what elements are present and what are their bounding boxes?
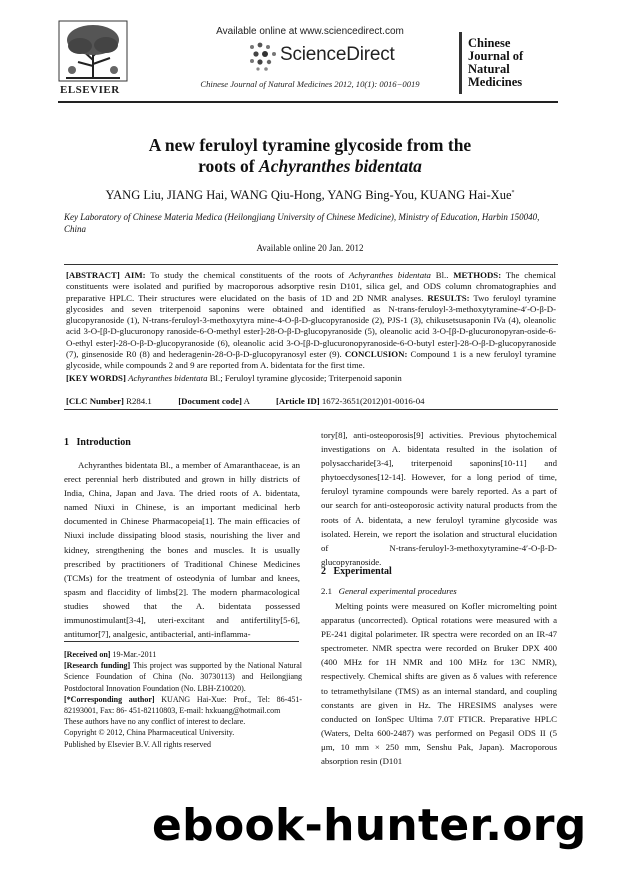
- article-title-line-2: roots of Achyranthes bidentata: [198, 156, 422, 176]
- header-divider: [58, 101, 558, 103]
- introduction-paragraph: Achyranthes bidentata Bl., a member of Amaranthaceae, is an erect perennial herb distributed and grown in hilly districts of India, China, Japan and Java. The dried roots of A. bidentata, named Niuxi in Chinese, is an important medicinal herb documented in Chinese Pharmacopeia[1]. The main efficacies of Niuxi include dissipating blood stasis, nourishing the liver and kidney, strengthening the bones and muscles. It is usually prescribed by practitioners of Traditional Chinese Medicines (TCMs) for the treatment of osteodynia of lumbar and knees, spasm and flaccidity of limbs[2]. The modern pharmacological studies showed that the A. bidentata possessed immunostimulant[3-4], uteri-excitant and antifertility[5-6], antitumor[7], analgesic, antibacterial, anti-inflamma-: [64, 460, 300, 640]
- abstract-bottom-rule: [64, 409, 558, 410]
- footnotes: [Received on] 19-Mar.-2011 [Research funding] This project was supported by the National Natural Science Foundation of China (No. 30730113) and Heilongjiang Postdoctoral Innovation Foundation (No. LBH-Z10020). [*Corresponding author] KUANG Hai-Xue: Prof., Tel: 86-451-82193001, Fax: 86- 451-82110803, E-mail: hxkuang@hotmail.com These authors have no any conflict of interest to declare. Copyright © 2012, China Pharmaceutical University. Published by Elsevier B.V. All rights reserved: [64, 650, 303, 749]
- article-title-line-1: A new feruloyl tyramine glycoside from the: [148, 135, 472, 155]
- journal-name-line-4: Medicines: [468, 75, 523, 89]
- journal-citation: Chinese Journal of Natural Medicines 2012, 10(1): 0016−0019: [200, 79, 420, 89]
- footnote-rule: [64, 641, 299, 642]
- classification-row: [CLC Number] R284.1 [Document code] A [Article ID] 1672-3651(2012)01-0016-04: [66, 396, 425, 406]
- abstract-top-rule: [64, 264, 558, 265]
- right-column-paragraph-1: tory[8], anti-osteoporosis[9] activities. Previous phytochemical investigations on A. bidentata resulted in the isolation of polysaccharide[3-4], triterpenoid saponins[10-11] and phytoecdysones[12-14]. However, for a long period of time, feruloyl tyramine compounds were barely reported. As a part of our search for anti-osteoporosic activity natural products from the roots of A. bidentata, a new feruloyl tyramine glycoside was isolated. Herein, we report the isolation and structural elucidation of N-trans-feruloyl-3-methoxytyramine-4′-O-β-D-glucopyranoside.: [321, 430, 557, 567]
- abstract: [ABSTRACT] AIM: To study the chemical constituents of the roots of Achyranthes bidentata Bl.. METHODS: The chemical constituents were isolated and purified by macroporous adsorptive resin D101, silica gel, and ODS column chromatographies and preparative HPLC. Their structures were elucidated on the basis of 1D and 2D NMR analyses. RESULTS: Two feruloyl tyramine glycosides and seven triterpenoid saponins were obtained and identified as N-trans-feruloyl-3-methoxytyramine-4′-O-β-D-glucopyranoside (1), N-trans-feruloyl-3-methoxytyra mine-4-O-β-D-glucopyranoside (2), PJS-1 (3), chikusetsusaponin IVa (4), oleanolic acid 3-O-[β-D-glucuronopy ranoside-6-O-methyl ester]-28-O-β-D-glucopyranoside (5), oleanolic acid 3-O-[β-D-glucuronopyran-oside-6-O-ethyl ester]-28-O-β-D-glucopyranoside (6), oleanolic acid 3-O-[β-D-glucuronopyranoside-6-O-butyl ester]-28-O-β-D-glucopyranoside (7), ginsenoside R0 (8) and hederagenin-28-O-β-D-glucopyranosyl ester (9). CONCLUSION: Compound 1 is a new feruloyl tyramine glycoside, while compounds 2 and 9 are reported from A. bidentata for the first time. [KEY WORDS] Achyranthes bidentata Bl.; Feruloyl tyramine glycoside; Triterpenoid saponin: [66, 270, 557, 383]
- author-list: YANG Liu, JIANG Hai, WANG Qiu-Hong, YANG Bing-You, KUANG Hai-Xue*: [105, 188, 515, 202]
- journal-name-line-3: Natural: [468, 62, 510, 76]
- elsevier-logo-text: ELSEVIER: [60, 84, 120, 96]
- available-online-date: Available online 20 Jan. 2012: [256, 243, 364, 253]
- section-heading-introduction: 1 Introduction: [64, 437, 131, 448]
- experimental-paragraph: Melting points were measured on Kofler micromelting point apparatus (uncorrected). Optical rotations were measured with a PE-241 digital polarimeter. IR spectra were recorded on an IR-47 spectrometer. NMR spectra were recorded on Bruker DPX 400 (400 MHz for 1H NMR and 100 MHz for 13C NMR), respectively. Chemical shifts are given as δ values with reference to tetramethylsilane (TMS) as an internal standard, and coupling constants are given in Hz. The HRESIMS analyses were conducted on IonSpec Ultima 7.0T FTICR. Preparative HPLC (Waters, Delta 600-2487) was performed on Pegasil ODS II (5 μm, 10 mm × 250 mm, Senshu Pak, Japan). Macroporous absorption resin (D101: [321, 601, 557, 767]
- affiliation: Key Laboratory of Chinese Materia Medica (Heilongjiang University of Chinese Medicine), Ministry of Education, Harbin 150040, China: [64, 212, 540, 234]
- section-heading-experimental: 2 Experimental: [321, 566, 392, 577]
- journal-name-line-1: Chinese: [468, 36, 511, 50]
- subsection-heading-procedures: 2.1 General experimental procedures: [321, 586, 457, 596]
- journal-name-line-2: Journal of: [468, 49, 524, 63]
- available-online-text: Available online at www.sciencedirect.com: [216, 26, 404, 37]
- watermark-text: ebook-hunter.org: [152, 800, 587, 851]
- sciencedirect-wordmark: ScienceDirect: [280, 44, 395, 65]
- elsevier-tree-logo-icon: [58, 20, 128, 82]
